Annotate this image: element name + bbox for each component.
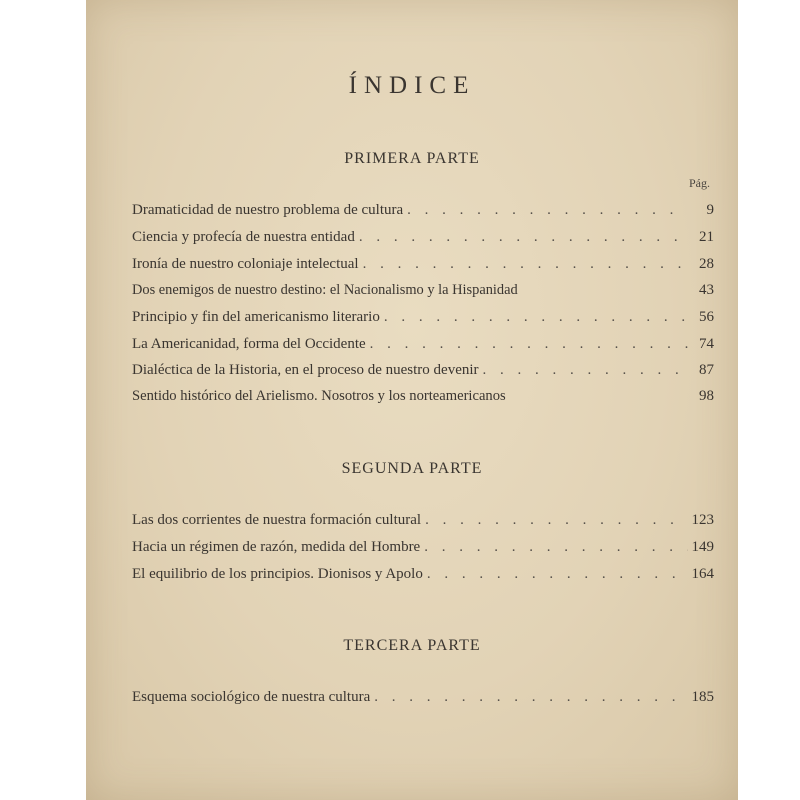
section-heading-tercera-parte: TERCERA PARTE	[343, 637, 481, 654]
toc-entry-title: Ciencia y profecía de nuestra entidad	[132, 229, 355, 245]
toc-entry[interactable]	[132, 309, 714, 331]
toc-entry-title: Dos enemigos de nuestro destino: el Nacionalismo y la Hispanidad	[132, 282, 518, 298]
dot-leader	[374, 689, 687, 706]
toc-entry-page: 9	[706, 202, 714, 218]
toc-entry[interactable]	[132, 689, 714, 711]
toc-entry-page: 56	[699, 309, 714, 325]
section-heading-segunda-parte: SEGUNDA PARTE	[341, 460, 483, 477]
dot-leader	[483, 362, 688, 379]
toc-entry-page: 87	[699, 362, 714, 378]
toc-entry-page: 149	[691, 539, 714, 555]
toc-entry-page: 98	[699, 388, 714, 404]
dot-leader	[363, 256, 688, 273]
toc-entry-title: Dramaticidad de nuestro problema de cultura	[132, 202, 404, 218]
dot-leader	[384, 309, 688, 326]
toc-entry-page: 28	[699, 256, 714, 272]
toc-entry-title: El equilibrio de los principios. Dionisos y Apolo	[132, 566, 423, 582]
toc-entry-title: Las dos corrientes de nuestra formación cultural	[132, 512, 422, 528]
toc-entry-page: 74	[699, 336, 714, 352]
dot-leader	[370, 336, 688, 353]
toc-entry[interactable]	[132, 256, 714, 278]
dot-leader	[424, 539, 687, 556]
toc-entry-page: 43	[699, 282, 714, 298]
toc-entry[interactable]	[132, 539, 714, 561]
dot-leader	[359, 229, 688, 246]
toc-entry[interactable]	[132, 388, 714, 410]
toc-entry-title: Ironía de nuestro coloniaje intelectual	[132, 256, 359, 272]
toc-entry-page: 123	[691, 512, 714, 528]
page-column-label: Pág.	[689, 176, 710, 190]
section-heading-primera-parte: PRIMERA PARTE	[344, 150, 480, 167]
toc-entry[interactable]	[132, 566, 714, 588]
toc-entry[interactable]	[132, 512, 714, 534]
toc-entry-title: Principio y fin del americanismo literario	[132, 309, 380, 325]
toc-entry-title: Hacia un régimen de razón, medida del Hombre	[132, 539, 421, 555]
toc-entry-title: Esquema sociológico de nuestra cultura	[132, 689, 371, 705]
toc-entry[interactable]	[132, 202, 714, 224]
toc-entry-title: Sentido histórico del Arielismo. Nosotros y los norteamericanos	[132, 388, 506, 404]
toc-entry-page: 164	[691, 566, 714, 582]
toc-entry-title: Dialéctica de la Historia, en el proceso de nuestro devenir	[132, 362, 479, 378]
book-page	[86, 0, 738, 800]
dot-leader	[427, 566, 688, 583]
page-title: ÍNDICE	[348, 72, 476, 99]
toc-entry-title: La Americanidad, forma del Occidente	[132, 336, 366, 352]
toc-entry[interactable]	[132, 282, 714, 304]
toc-entry[interactable]	[132, 229, 714, 251]
toc-entry[interactable]	[132, 362, 714, 384]
dot-leader	[425, 512, 687, 529]
toc-entry[interactable]	[132, 336, 714, 358]
dot-leader	[407, 202, 688, 219]
toc-entry-page: 185	[691, 689, 714, 705]
toc-entry-page: 21	[699, 229, 714, 245]
